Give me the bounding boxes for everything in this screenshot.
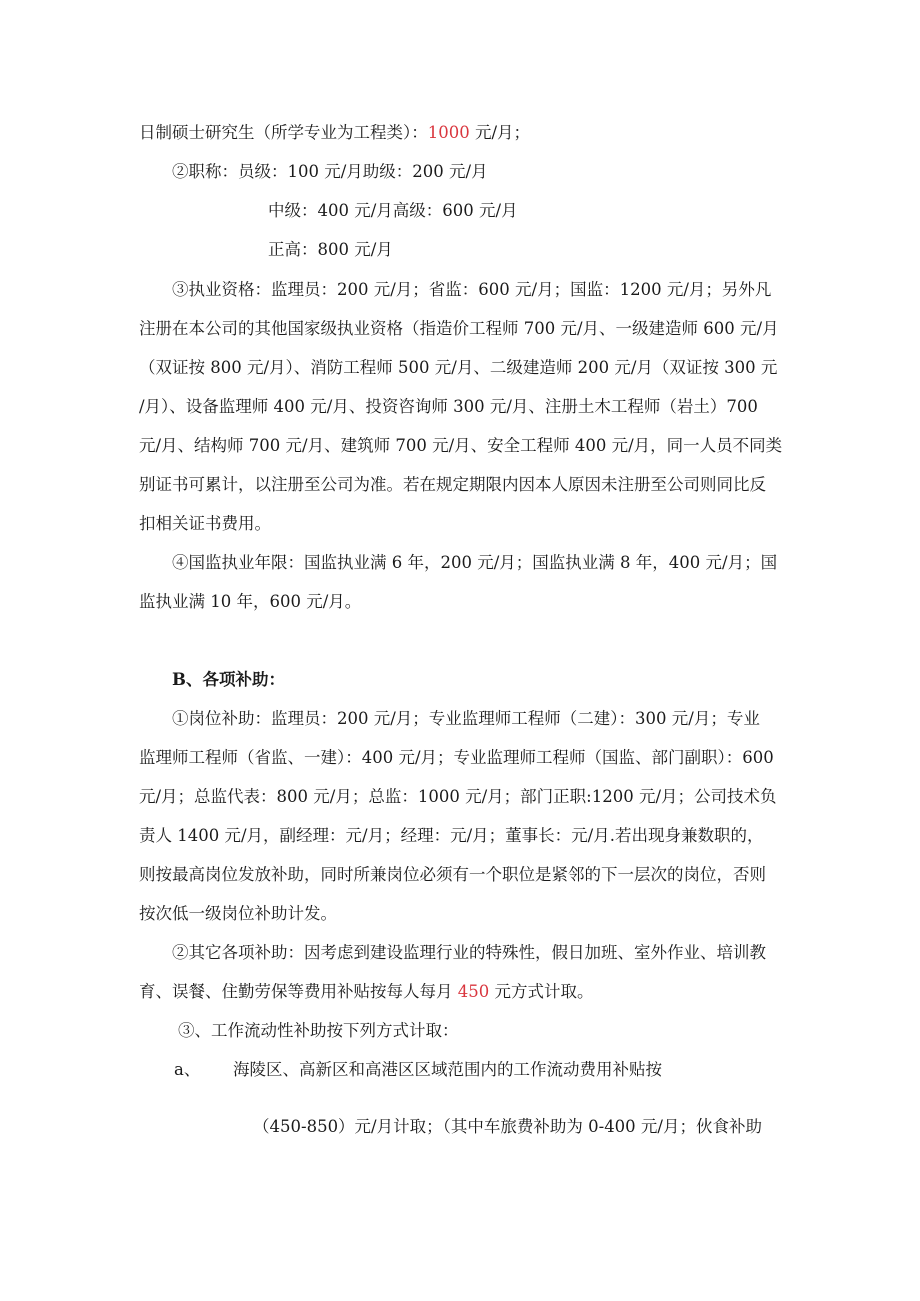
text-line: 中级：400 元/月高级：600 元/月 bbox=[268, 201, 518, 220]
text-line: ③执业资格：监理员：200 元/月；省监：600 元/月；国监：1200 元/月；另外凡 bbox=[172, 280, 772, 299]
text-line: ②其它各项补助：因考虑到建设监理行业的特殊性，假日加班、室外作业、培训教 bbox=[172, 943, 766, 962]
text-line: ②职称：员级：100 元/月助级：200 元/月 bbox=[172, 162, 488, 181]
highlight-value: 450 bbox=[457, 982, 490, 1001]
text-line: （450-850）元/月计取；（其中车旅费补助为 0-400 元/月；伙食补助 bbox=[253, 1117, 762, 1136]
text-line: 别证书可累计，以注册至公司为准。若在规定期限内因本人原因未注册至公司则同比反 bbox=[139, 475, 766, 494]
text-line: 日制硕士研究生（所学专业为工程类）：1000 元/月； bbox=[139, 123, 531, 142]
highlight-value: 1000 bbox=[427, 123, 470, 142]
text-line: ③、工作流动性补助按下列方式计取： bbox=[178, 1021, 459, 1040]
text-line: 扣相关证书费用。 bbox=[139, 514, 271, 533]
text-line: 监执业满 10 年，600 元/月。 bbox=[139, 592, 362, 611]
text-line: 元/月；总监代表：800 元/月；总监：1000 元/月；部门正职:1200 元/月；公司技术负 bbox=[139, 787, 777, 806]
text-line: 育、误餐、住勤劳保等费用补贴按每人每月 450 元方式计取。 bbox=[139, 982, 594, 1001]
text-line: 海陵区、高新区和高港区区域范围内的工作流动费用补贴按 bbox=[233, 1060, 662, 1079]
text-line: 元/月、结构师 700 元/月、建筑师 700 元/月、安全工程师 400 元/月，同一人员不同类 bbox=[139, 436, 783, 455]
text-line: 则按最高岗位发放补助，同时所兼岗位必须有一个职位是紧邻的下一层次的岗位，否则 bbox=[139, 865, 766, 884]
text-line: 监理师工程师（省监、一建）：400 元/月；专业监理师工程师（国监、部门副职）：600 bbox=[139, 748, 774, 767]
text-line: /月）、设备监理师 400 元/月、投资咨询师 300 元/月、注册土木工程师（岩土）700 bbox=[139, 397, 758, 416]
text-line: 按次低一级岗位补助计发。 bbox=[139, 904, 337, 923]
text-line: （双证按 800 元/月）、消防工程师 500 元/月、二级建造师 200 元/月（双证按 300 元 bbox=[139, 358, 778, 377]
section-heading: B、各项补助： bbox=[172, 670, 285, 689]
text-line: 责人 1400 元/月，副经理：元/月；经理：元/月；董事长：元/月.若出现身兼数职的， bbox=[139, 826, 764, 845]
text-line: 注册在本公司的其他国家级执业资格（指造价工程师 700 元/月、一级建造师 600 元/月 bbox=[139, 319, 779, 338]
text-line: ④国监执业年限：国监执业满 6 年，200 元/月；国监执业满 8 年，400 元/月；国 bbox=[172, 553, 778, 572]
list-marker: a、 bbox=[174, 1060, 201, 1079]
text-line: 正高：800 元/月 bbox=[268, 240, 393, 259]
text-line: ①岗位补助：监理员：200 元/月；专业监理师工程师（二建）：300 元/月；专业 bbox=[172, 709, 760, 728]
